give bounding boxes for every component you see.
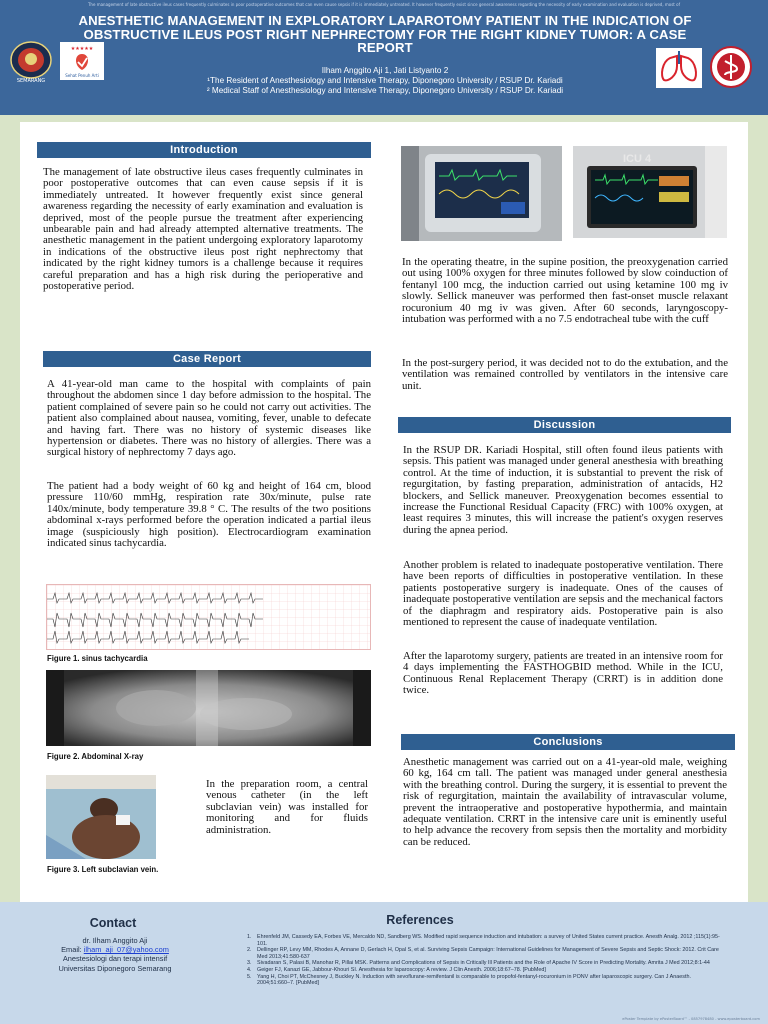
figure-3-caption: Figure 3. Left subclavian vein. — [47, 865, 159, 874]
ecg-figure — [46, 584, 371, 650]
contact-email-label: Email: — [61, 945, 84, 955]
icu-monitor-photo — [573, 146, 727, 238]
lungs-logo-icon — [656, 48, 702, 88]
poster-footer — [0, 902, 768, 1024]
introduction-heading: Introduction — [37, 142, 371, 158]
contact-email-line — [20, 945, 210, 954]
figure-1-caption: Figure 1. sinus tachycardia — [47, 654, 148, 663]
references-list — [247, 934, 725, 987]
conclusions-heading: Conclusions — [401, 734, 735, 750]
post-surgery-text: In the post-surgery period, it was decided not to do the extubation, and the ventilation was remained controlled by ventilators in the intensive care unit. — [402, 357, 728, 392]
anesthesiology-emblem-icon — [708, 46, 754, 88]
discussion-text-1: In the RSUP DR. Kariadi Hospital, still often found ileus patients with sepsis. This patient was managed under general anesthesia with breathing control. At the time of induction, it is substantial to prevent the risk of regurgitation, by fasting preparation, administration of antacids, H2 blockers, and Sellick maneuver. Preoxygenation becomes essential to increase the Functional Residual Capacity (FRC) with 100% oxygen, at least requires 3 minutes, this will increase the patient's oxygen reserves during the apnea period. — [403, 444, 723, 536]
svg-text:ICU 4: ICU 4 — [623, 153, 652, 165]
header-top-strip: The management of late obstructive ileus cases frequently culminates in poor postoperative outcomes that can even cause sepsis if it is immediately untreated. It however frequently exist since general awareness regarding the necessity of early examination and evaluation is deprived, most of — [87, 2, 680, 7]
discussion-heading: Discussion — [398, 417, 731, 433]
affiliation-1: ¹The Resident of Anesthesiology and Intensive Therapy, Diponegoro University / RSUP Dr. Kariadi — [207, 76, 563, 85]
introduction-text: The management of late obstructive ileus cases frequently culminates in poor postoperative outcomes that can even cause sepsis if it is immediately untreated. It however frequently exist since general awareness regarding the necessity of early examination and evaluation is deprived, most of the people pursue the treatment after experiencing unbearable pain and had already attempted alternative treatments. The anesthetic management in the patient undergoing exploratory laparotomy in indications of the obstructive ileus post right nephrectomy that indicated by the right kidney tumors is a challenge because it requires careful preparation and has a high risk during the perioperative and postoperative period. — [43, 166, 363, 293]
contact-block — [20, 936, 210, 973]
reference-item: 5. Yang H, Choi PT, McChesney J, Buckley N. Induction with sevoflurane-remifentanil is comparable to propofol-fentanyl-rocuronium in PONV after laparoscopic surgery. Can J Anaesth. 2004;51:660–7. [PubMed] — [247, 973, 691, 987]
contact-email-link[interactable]: ilham_aji_07@yahoo.com — [83, 945, 169, 955]
reference-item: 4. Geiger FJ, Kanazi GE, Jabbour-Khouri SI. Anesthesia for laparoscopy: A review. J Clin Anesth. 2006;18:67–78. [PubMed] — [247, 966, 546, 973]
contact-university: Universitas Diponegoro Semarang — [58, 963, 172, 973]
anesthesia-monitor-photo — [401, 146, 562, 241]
ecg-trace — [47, 585, 370, 649]
preparation-text: In the preparation room, a central venous catheter (in the left subclavian vein) was installed for monitoring and for fluids administration. — [206, 778, 368, 836]
contact-heading: Contact — [89, 916, 137, 930]
affiliation-2: ² Medical Staff of Anesthesiology and Intensive Therapy, Diponegoro University / RSUP Dr. Kariadi — [206, 86, 564, 95]
discussion-text-2: Another problem is related to inadequate postoperative ventilation. There have been reports of difficulties in postoperative ventilation. In these patients postoperative surgery is inadequate. Ones of the causes of inadequate postoperative ventilation are sepsis and the mechanical factors of the diaphragm and respiratory aids. Postoperative pain is also mentioned to represent the cause of inadequate ventilation. — [403, 559, 723, 629]
case-report-heading: Case Report — [43, 351, 371, 367]
poster-title: ANESTHETIC MANAGEMENT IN EXPLORATORY LAPAROTOMY PATIENT IN THE INDICATION OF OBSTRUCTIVE ILEUS POST RIGHT NEPHRECTOMY FOR THE RIGHT KIDNEY TUMOR: A CASE REPORT — [78, 13, 692, 56]
references-heading: References — [386, 913, 454, 927]
university-seal-icon — [6, 40, 56, 84]
svg-text:SEMARANG: SEMARANG — [16, 78, 46, 84]
xray-figure — [46, 670, 371, 746]
case-report-text-1: A 41-year-old man came to the hospital with complaints of pain throughout the abdomen since 1 day before admission to the hospital. The patient complained of severe pain so he could not carry out activities. The patient also complained about nausea, vomiting, fever, unable to defecate and having fart. There was no history of systemic diseases like hypertension or diabetes. There was no history of allergies. There was a surgical history of nephrectomy 7 days ago. — [47, 378, 371, 459]
svg-text:Sehat Penuh Arti: Sehat Penuh Arti — [65, 73, 99, 78]
conclusions-text: Anesthetic management was carried out on a 41-year-old male, weighing 60 kg, 164 cm tall. The patient was managed under general anesthesia with the breathing control. During the surgery, it is essential to prevent the risk of regurgitation, maintain the availability of intravascular volume, prevent the intraoperative and postoperative hypothermia, and maintain adequate ventilation. CRRT in the intensive care unit is eminently useful to help advance the recovery from sepsis then the mortality and morbidity can be reduced. — [403, 756, 727, 848]
reference-item: 1. Ehrenfeld JM, Cassedy EA, Forbes VE, Mercaldo ND, Sandberg WS. Modified rapid sequence induction and intubation: a survey of United States current practice. Anesth Analg. 2012 ;115(1):95-101. — [247, 934, 720, 947]
operating-theatre-text: In the operating theatre, in the supine position, the preoxygenation carried out using 100% oxygen for three minutes followed by slow coinduction of fentanyl 100 mcg, the induction carried out using ketamine 100 mg iv slowly. Sellick maneuver was performed then fast-onset muscle relaxant rocuronium 40 mg iv was given. After 60 seconds, laryngoscopy-intubation was performed with a no 7.5 endotracheal tube with the cuff — [402, 256, 728, 326]
reference-item: 2. Dellinger RP, Levy MM, Rhodes A, Annane D, Gerlach H, Opal S, et al. Surviving Sepsis Campaign: International Guidelines for Management of Severe Sepsis and Septic Shock: 2012. Crit Care Med 2013;41:580-637 — [247, 947, 719, 960]
author-names: Ilham Anggito Aji 1, Jati Listyanto 2 — [321, 66, 449, 75]
svg-text:★★★★★: ★★★★★ — [70, 46, 94, 52]
reference-item: 3. Sivadaran S, Palasi B, Manohar R, Pillai MSK. Patterns and Complications of Sepsis in Critically Ill Patients and the Role of Apache IV Score in Predicting Mortality. Amrita J Med 2012;8:1-44 — [247, 960, 710, 967]
eposter-footnote: ePoster Template by ePosterBoard™ - 0857978480 - www.eposterboard.com — [622, 1017, 760, 1021]
case-report-text-2: The patient had a body weight of 60 kg and height of 164 cm, blood pressure 110/60 mmHg, respiration rate 30x/minute, pulse rate 140x/minute, body temperature 39.8 ° C. The results of the two positions abdominal x-rays performed before the operation indicated a partial ileus image (suspiciously high position). Electrocardiogram examination indicated sinus tachycardia. — [47, 480, 371, 550]
contact-name: dr. Ilham Anggito Aji — [82, 936, 148, 945]
figure-2-caption: Figure 2. Abdominal X-ray — [47, 752, 144, 761]
subclavian-photo — [46, 775, 156, 859]
poster-header — [0, 0, 768, 115]
contact-department: Anestesiologi dan terapi intensif — [62, 954, 168, 964]
author-block — [150, 66, 620, 96]
discussion-text-3: After the laparotomy surgery, patients are treated in an intensive room for 4 days implementing the FASTHOGBID method. While in the ICU, Continuous Renal Replacement Therapy (CRRT) is in addition done twice. — [403, 650, 723, 697]
